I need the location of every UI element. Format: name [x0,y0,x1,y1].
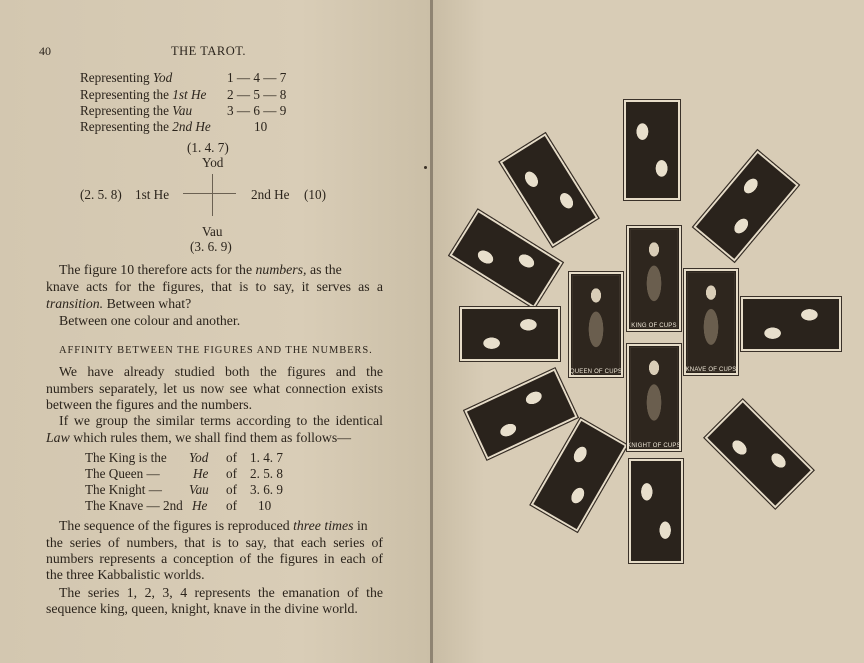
diagram-left-label: 1st He [135,187,170,202]
table-row-3-of: of [226,482,237,497]
page-dot [424,166,427,169]
diagram-horizontal-line [183,193,236,194]
diagram-top-label: Yod [202,155,224,170]
page-number: 40 [39,44,51,58]
para2: Between one colour and another. [59,313,241,328]
rep-row-3: Representing the Vau [80,103,193,118]
rep-row-2: Representing the 1st He [80,87,207,102]
table-row-4-nums: 10 [258,498,272,513]
left-page [0,0,430,663]
card-right-middle [740,296,842,352]
table-row-4-letter: He [192,498,208,513]
para4-line1: If we group the similar terms according to the identical [59,413,383,428]
diagram-top-nums: (1. 4. 7) [187,140,229,155]
knave-caption: KNAVE OF CUPS [685,367,737,373]
para6-line1: The series 1, 2, 3, 4 represents the emanation of the [59,585,383,600]
table-row-3-label: The Knight — [85,482,162,497]
section-heading: AFFINITY BETWEEN THE FIGURES AND THE NUMBERS. [59,345,373,356]
card-king-of-cups [626,225,682,332]
table-row-4-of: of [226,498,237,513]
rep-row-2-nums: 2 — 5 — 8 [227,87,287,102]
card-knight-of-cups [626,343,682,452]
table-row-2-letter: He [193,466,209,481]
diagram-left-nums: (2. 5. 8) [80,187,122,202]
card-left-middle [459,306,561,362]
rep-row-4: Representing the 2nd He [80,119,211,134]
table-row-1-of: of [226,450,237,465]
table-row-1-nums: 1. 4. 7 [250,450,283,465]
para4-line2: Law which rules them, we shall find them as follows— [46,430,352,445]
card-lower-right [703,398,815,510]
table-row-1-letter: Yod [189,450,209,465]
card-top [623,99,681,201]
diagram-bottom-label: Vau [202,224,223,239]
para3-line3: between the figures and the numbers. [46,397,253,412]
diagram-right-nums: (10) [304,187,326,202]
para1-line3: transition. Between what? [46,296,192,311]
card-upper-right [692,149,800,263]
rep-row-1: Representing Yod [80,70,173,85]
para3-line1: We have already studied both the figures and the [59,364,383,379]
diagram-right-label: 2nd He [251,187,290,202]
running-head: THE TAROT. [171,44,247,58]
para5-line1: The sequence of the figures is reproduced three times in [59,518,368,533]
para1-line1: The figure 10 therefore acts for the numbers, as the [59,262,342,277]
table-row-1-label: The King is the [85,450,167,465]
diagram-bottom-nums: (3. 6. 9) [190,239,232,254]
para5-line3: numbers represents a conception of the figures in each of [46,551,383,566]
diagram-vertical-line [212,174,213,216]
para5-line4: the three Kabbalistic worlds. [46,567,205,582]
rep-row-1-nums: 1 — 4 — 7 [227,70,287,85]
para5-line2: the series of numbers, that is to say, that each series of [46,535,383,550]
table-row-2-of: of [226,466,237,481]
para1-line2: knave acts for the figures, that is to say, it serves as a [46,279,383,294]
para3-line2: numbers separately, let us now see what connection exists [46,381,383,396]
table-row-2-label: The Queen — [85,466,160,481]
card-knave-of-cups [683,268,739,376]
table-row-2-nums: 2. 5. 8 [250,466,283,481]
para6-line2: sequence king, queen, knight, knave in the divine world. [46,601,358,616]
right-page [433,0,864,663]
queen-caption: QUEEN OF CUPS [569,369,623,375]
knight-caption: KNIGHT OF CUPS [627,443,681,449]
card-bottom [628,458,684,564]
rep-row-3-nums: 3 — 6 — 9 [227,103,287,118]
card-queen-of-cups [568,271,624,378]
card-lower-left [529,417,628,533]
table-row-3-nums: 3. 6. 9 [250,482,283,497]
table-row-4-label: The Knave — 2nd [85,498,183,513]
king-caption: KING OF CUPS [631,323,677,329]
rep-row-4-nums: 10 [254,119,268,134]
table-row-3-letter: Vau [189,482,209,497]
